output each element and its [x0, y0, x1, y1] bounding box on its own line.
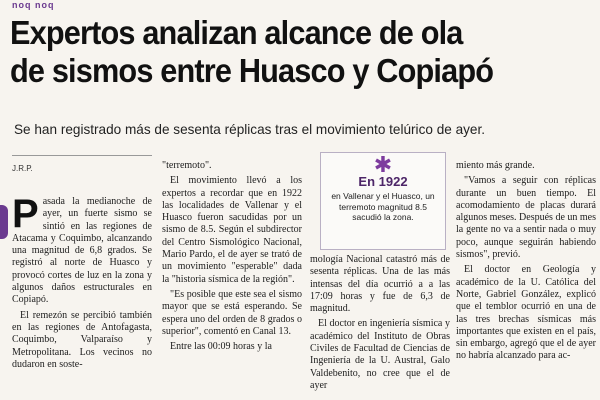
paragraph: Entre las 00:09 horas y la [170, 341, 272, 353]
headline-line-2: de sismos entre Huasco y Copiapó [10, 52, 494, 89]
paragraph: mología Nacional catastró más de sesenta réplicas. Una de las más intensas del día ocurrió a a las 17:09 horas y fue de 6,3 de magnitud. [310, 254, 450, 315]
paragraph: El movimiento llevó a los expertos a recordar que en 1922 las localidades de Vallenar y el Huasco fueron sacudidas por un sismo de 8.5. Según el subdirector del Centro Sismológico Nacional, Mario Pardo, el de ayer se trató de un movimiento "esperable" dada la "historia sísmica de la región". [162, 175, 302, 285]
article-column-1 [12, 192, 152, 374]
article-column-2 [162, 160, 302, 356]
article-column-4 [456, 160, 596, 366]
article-column-3 [310, 254, 450, 395]
byline: J.R.P. [12, 164, 33, 173]
fact-box [320, 152, 446, 250]
paragraph: El doctor en ingeniería sísmica y académico del Instituto de Obras Civiles de Facultad de Ciencias de Ingeniería de la U. Austral, Galo Valdebenito, no cree que el de ayer [310, 318, 450, 391]
subheadline: Se han registrado más de sesenta réplicas tras el movimiento telúrico de ayer. [14, 121, 486, 137]
byline-rule [12, 155, 152, 156]
asterisk-icon: ✱ [373, 152, 393, 177]
paragraph: "terremoto". [162, 160, 212, 171]
drop-cap: P [12, 192, 39, 236]
headline-line-1: Expertos analizan alcance de ola [10, 14, 463, 51]
paragraph: El remezón se percibió también en las regiones de Antofagasta, Coquimbo, Valparaíso y Metropolitana. Los vecinos no dudaron en soste- [12, 309, 152, 370]
page-edge-tab [0, 205, 8, 239]
paragraph: "Es posible que este sea el sismo mayor que se está esperando. Se espera uno del orden de 8 grados o superior", comentó en Canal 13. [162, 288, 302, 337]
headline [10, 14, 554, 90]
paragraph [12, 192, 152, 307]
paragraph: miento más grande. [456, 160, 535, 171]
paragraph: "Vamos a seguir con réplicas durante un buen tiempo. El acomodamiento de placas durará algunos meses. Después de un mes la gente no va a sentir nada o muy poco, aunque seguirán habiendo sismos", previó. [456, 175, 596, 261]
masthead: noq noq [12, 0, 55, 10]
fact-box-text: en Vallenar y el Huasco, un terremoto magnitud 8.5 sacudió la zona. [331, 191, 435, 222]
fact-box-year: En 1922 [358, 174, 408, 189]
paragraph: El doctor en Geología y académico de la U. Católica del Norte, Gabriel González, explicó que el temblor ocurrió en una de las tres brechas sísmicas más importantes que existen en el país, sin embargo, agregó que el de ayer no habría alcanzado para ac- [456, 264, 596, 362]
paragraph-text: asada la medianoche de ayer, un fuerte sismo se sintió en las regiones de Atacama y Coquimbo, alcanzando una magnitud de 6,8 grados. Se registró al norte de Huasco y provocó cortes de luz en la zona y algunos daños estructurales en Copiapó. [12, 196, 152, 306]
